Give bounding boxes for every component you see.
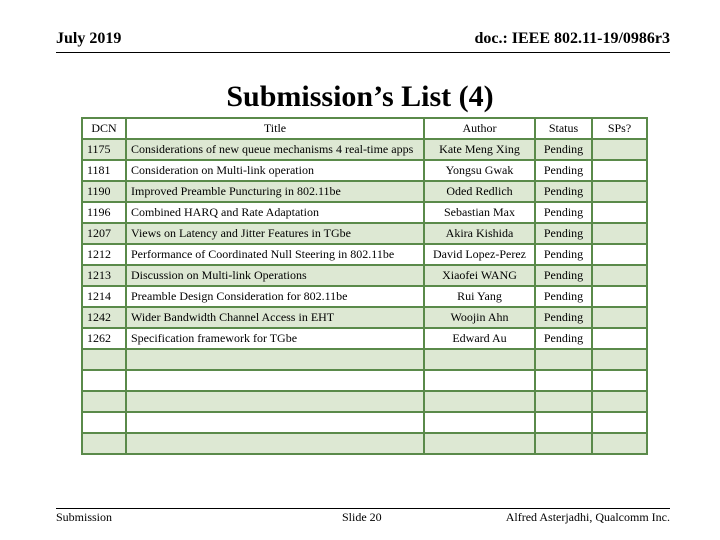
col-header-status: Status (535, 118, 592, 139)
cell-author (424, 433, 535, 454)
cell-status: Pending (535, 307, 592, 328)
cell-title: Preamble Design Consideration for 802.11be (126, 286, 424, 307)
cell-status (535, 433, 592, 454)
cell-status (535, 349, 592, 370)
submissions-table (81, 117, 648, 455)
cell-status: Pending (535, 223, 592, 244)
cell-status: Pending (535, 244, 592, 265)
table-row (82, 223, 647, 244)
cell-sps (592, 202, 647, 223)
header-divider (56, 52, 670, 53)
table-row (82, 307, 647, 328)
table-row (82, 139, 647, 160)
table-row-empty (82, 370, 647, 391)
cell-title (126, 391, 424, 412)
footer-author: Alfred Asterjadhi, Qualcomm Inc. (505, 510, 670, 524)
cell-author: Sebastian Max (424, 202, 535, 223)
cell-dcn: 1175 (82, 139, 126, 160)
cell-dcn: 1181 (82, 160, 126, 181)
cell-title (126, 433, 424, 454)
cell-dcn: 1196 (82, 202, 126, 223)
table-row (82, 265, 647, 286)
header-doc-id: doc.: IEEE 802.11-19/0986r3 (474, 30, 670, 47)
cell-author: Edward Au (424, 328, 535, 349)
cell-dcn: 1262 (82, 328, 126, 349)
cell-dcn: 1242 (82, 307, 126, 328)
cell-dcn (82, 433, 126, 454)
cell-dcn: 1214 (82, 286, 126, 307)
cell-status (535, 412, 592, 433)
cell-author: Oded Redlich (424, 181, 535, 202)
table-row-empty (82, 412, 647, 433)
cell-sps (592, 160, 647, 181)
table-row (82, 181, 647, 202)
table-row-empty (82, 433, 647, 454)
cell-status (535, 370, 592, 391)
cell-title: Considerations of new queue mechanisms 4 real-time apps (126, 139, 424, 160)
cell-title: Combined HARQ and Rate Adaptation (126, 202, 424, 223)
cell-author: Yongsu Gwak (424, 160, 535, 181)
table-row (82, 202, 647, 223)
cell-dcn (82, 370, 126, 391)
cell-sps (592, 265, 647, 286)
cell-status: Pending (535, 265, 592, 286)
cell-sps (592, 412, 647, 433)
cell-title (126, 349, 424, 370)
cell-title: Performance of Coordinated Null Steering in 802.11be (126, 244, 424, 265)
cell-author: Akira Kishida (424, 223, 535, 244)
col-header-sps: SPs? (592, 118, 647, 139)
cell-title (126, 412, 424, 433)
cell-author: Rui Yang (424, 286, 535, 307)
table-row-empty (82, 349, 647, 370)
col-header-dcn: DCN (82, 118, 126, 139)
cell-sps (592, 370, 647, 391)
cell-author: David Lopez-Perez (424, 244, 535, 265)
cell-sps (592, 307, 647, 328)
cell-title: Wider Bandwidth Channel Access in EHT (126, 307, 424, 328)
cell-sps (592, 328, 647, 349)
cell-dcn: 1212 (82, 244, 126, 265)
cell-title: Specification framework for TGbe (126, 328, 424, 349)
table-header-row (82, 118, 647, 139)
cell-sps (592, 433, 647, 454)
footer-submission: Submission (56, 510, 113, 524)
cell-status: Pending (535, 202, 592, 223)
cell-author (424, 349, 535, 370)
footer-divider (56, 508, 670, 509)
cell-sps (592, 139, 647, 160)
table-row (82, 244, 647, 265)
cell-status: Pending (535, 139, 592, 160)
header-date: July 2019 (56, 30, 122, 47)
footer-slide-number: Slide 20 (342, 510, 382, 524)
cell-status (535, 391, 592, 412)
cell-dcn: 1213 (82, 265, 126, 286)
cell-dcn (82, 349, 126, 370)
cell-status: Pending (535, 181, 592, 202)
cell-title: Discussion on Multi-link Operations (126, 265, 424, 286)
table-row (82, 160, 647, 181)
cell-sps (592, 349, 647, 370)
cell-author: Xiaofei WANG (424, 265, 535, 286)
cell-author: Woojin Ahn (424, 307, 535, 328)
cell-title: Views on Latency and Jitter Features in TGbe (126, 223, 424, 244)
slide-title: Submission’s List (4) (226, 80, 494, 113)
cell-author: Kate Meng Xing (424, 139, 535, 160)
table-row (82, 286, 647, 307)
cell-status: Pending (535, 160, 592, 181)
cell-dcn (82, 412, 126, 433)
cell-author (424, 370, 535, 391)
cell-sps (592, 286, 647, 307)
cell-author (424, 391, 535, 412)
cell-status: Pending (535, 328, 592, 349)
cell-title: Consideration on Multi-link operation (126, 160, 424, 181)
cell-dcn: 1190 (82, 181, 126, 202)
table-row (82, 328, 647, 349)
cell-sps (592, 223, 647, 244)
cell-title (126, 370, 424, 391)
table-row-empty (82, 391, 647, 412)
cell-dcn (82, 391, 126, 412)
cell-status: Pending (535, 286, 592, 307)
cell-title: Improved Preamble Puncturing in 802.11be (126, 181, 424, 202)
cell-sps (592, 244, 647, 265)
cell-sps (592, 391, 647, 412)
cell-author (424, 412, 535, 433)
cell-dcn: 1207 (82, 223, 126, 244)
cell-sps (592, 181, 647, 202)
col-header-title: Title (126, 118, 424, 139)
col-header-author: Author (424, 118, 535, 139)
